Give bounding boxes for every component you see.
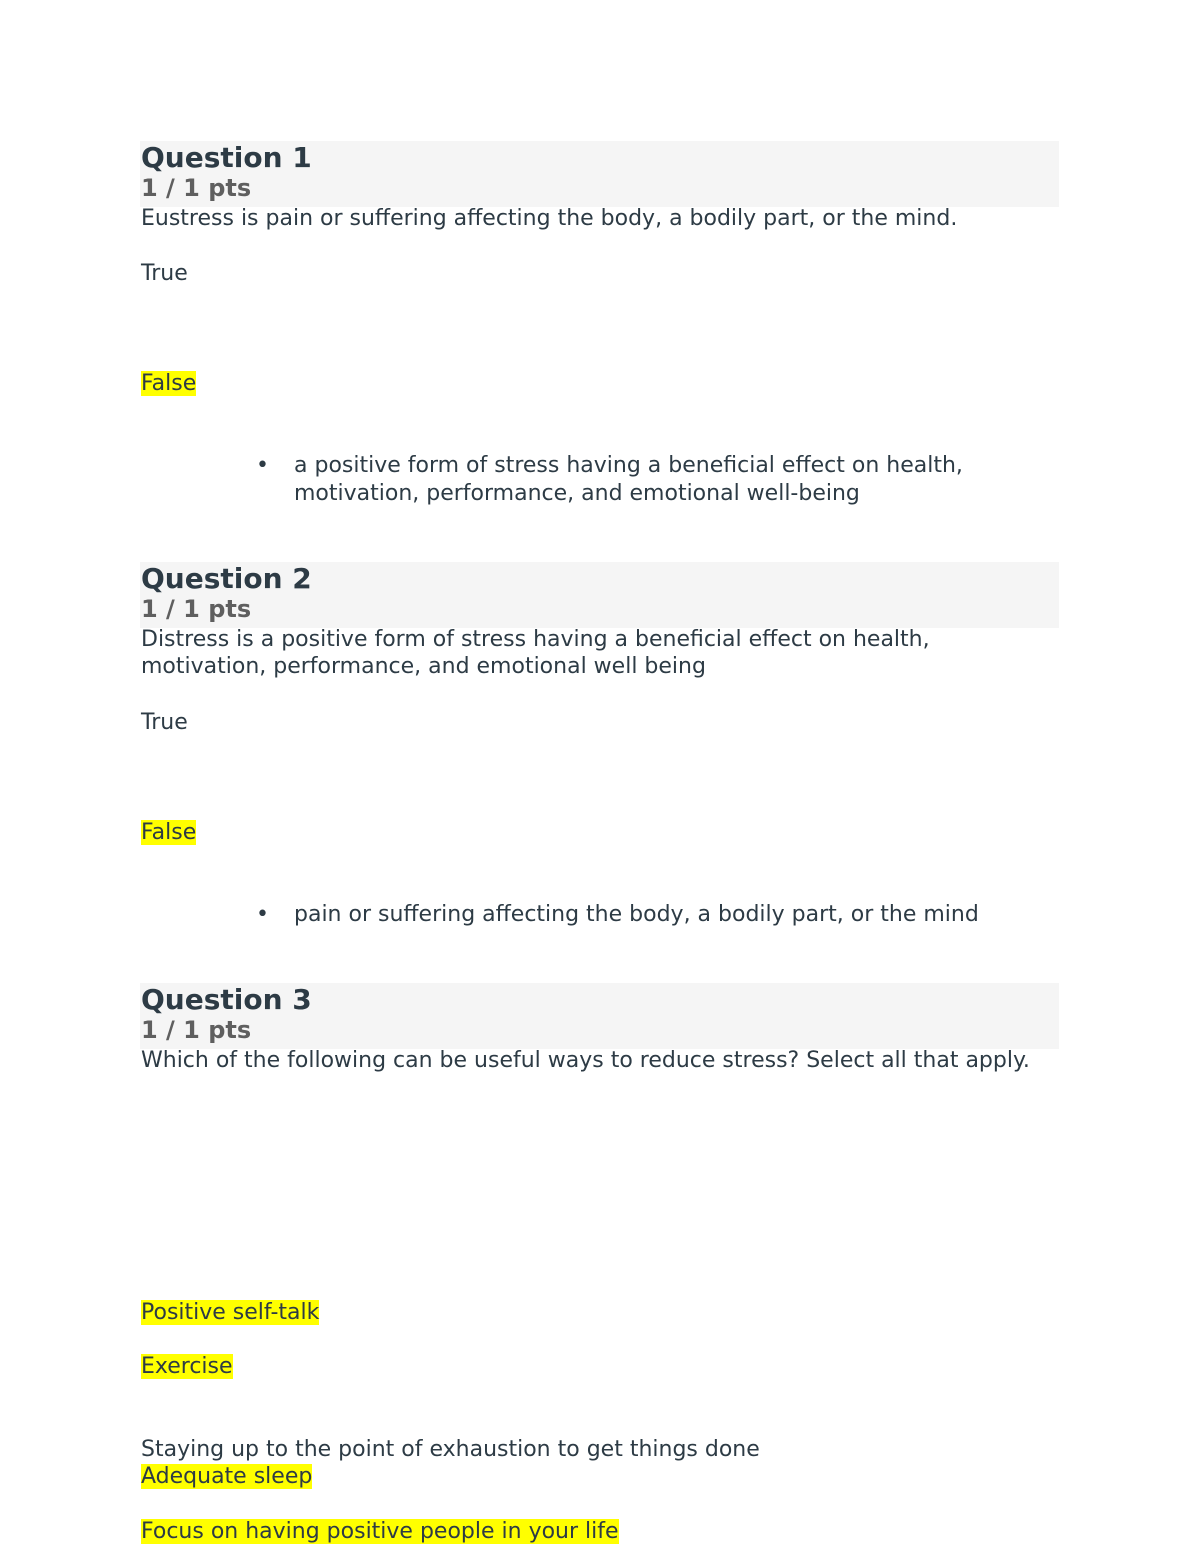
question-title: Question 2 [141, 562, 312, 595]
option-exercise: Exercise [141, 1354, 233, 1379]
highlighted-answer: False [141, 371, 197, 396]
answer-note: • a positive form of stress having a beneficial effect on health, motivation, performance, and emotional well-being [256, 453, 963, 506]
question-text: Which of the following can be useful ways to reduce stress? Select all that apply. [141, 1048, 1030, 1073]
option-false-correct [141, 819, 196, 846]
option-false-correct [141, 370, 196, 397]
question-header [140, 983, 1059, 1049]
option-positive-people: Focus on having positive people in your life [141, 1519, 619, 1544]
bullet-icon: • [256, 902, 269, 927]
question-3 [141, 983, 1059, 1544]
question-points: 1 / 1 pts [141, 1016, 252, 1044]
question-points: 1 / 1 pts [141, 174, 252, 202]
answer-note: • pain or suffering affecting the body, a bodily part, or the mind [256, 902, 979, 927]
question-title: Question 3 [141, 983, 312, 1016]
bullet-icon: • [256, 453, 269, 478]
option-true: True [141, 261, 188, 286]
question-header [140, 141, 1059, 207]
option-staying-up: Staying up to the point of exhaustion to get things done [141, 1437, 760, 1462]
question-points: 1 / 1 pts [141, 595, 252, 623]
question-title: Question 1 [141, 141, 312, 174]
question-1 [141, 141, 1059, 506]
question-text: Distress is a positive form of stress having a beneficial effect on health, motivation, performance, and emotional well being [141, 627, 930, 679]
highlighted-answer: False [141, 820, 197, 845]
option-positive-self-talk: Positive self-talk [141, 1300, 320, 1325]
option-true: True [141, 710, 188, 735]
question-2 [141, 562, 1059, 927]
question-header [140, 562, 1059, 628]
question-text: Eustress is pain or suffering affecting the body, a bodily part, or the mind. [141, 206, 958, 231]
option-adequate-sleep: Adequate sleep [141, 1464, 313, 1489]
